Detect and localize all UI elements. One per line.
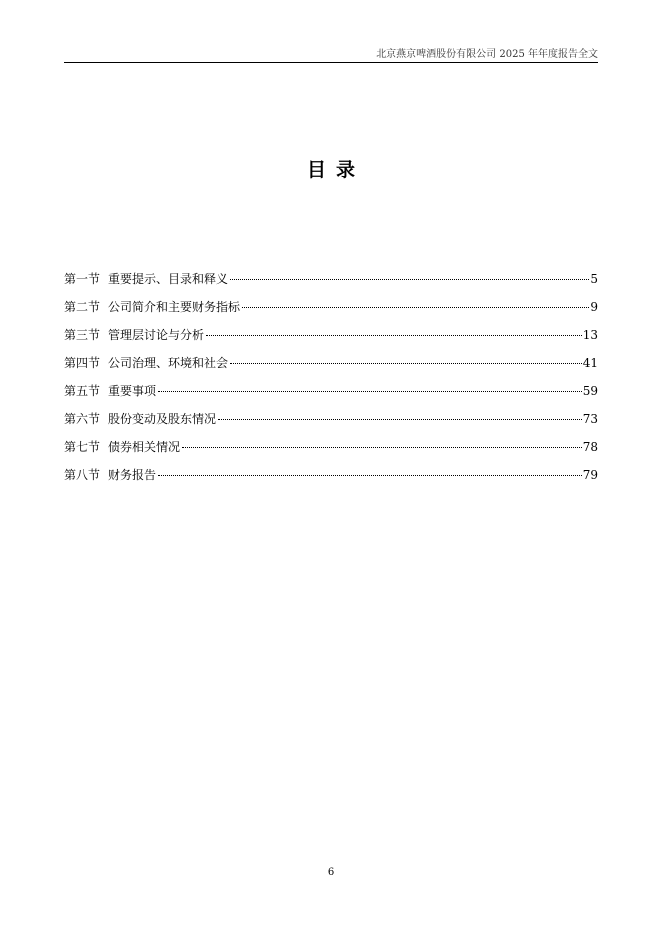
- toc-page-number: 41: [582, 356, 598, 370]
- dot-leader: [218, 405, 582, 420]
- header-divider: [64, 62, 598, 63]
- toc-page-number: 78: [582, 440, 598, 454]
- toc-section-number: 第六节: [64, 412, 101, 426]
- toc-entry[interactable]: [64, 324, 598, 352]
- toc-heading: 管理层讨论与分析: [108, 328, 205, 342]
- toc-entry[interactable]: [64, 296, 598, 324]
- toc-heading: 债券相关情况: [108, 440, 181, 454]
- toc-section-number: 第一节: [64, 272, 101, 286]
- toc-page-number: 79: [582, 468, 598, 482]
- toc-entry[interactable]: [64, 380, 598, 408]
- toc-page-number: 73: [582, 412, 598, 426]
- toc-page-number: 5: [590, 272, 598, 286]
- toc-section-number: 第八节: [64, 468, 101, 482]
- toc-page-number: 13: [582, 328, 598, 342]
- toc-section-number: 第四节: [64, 356, 101, 370]
- dot-leader: [230, 265, 589, 280]
- page-number: 6: [327, 867, 335, 878]
- toc-section-number: 第三节: [64, 328, 101, 342]
- toc-entry[interactable]: [64, 436, 598, 464]
- toc-heading: 财务报告: [108, 468, 157, 482]
- toc-entry[interactable]: [64, 408, 598, 436]
- dot-leader: [182, 433, 582, 448]
- toc-page-number: 59: [582, 384, 598, 398]
- dot-leader: [230, 349, 582, 364]
- toc-heading: 重要提示、目录和释义: [108, 272, 229, 286]
- running-header: 北京燕京啤酒股份有限公司 2025 年年度报告全文: [376, 49, 598, 60]
- toc-section-number: 第五节: [64, 384, 101, 398]
- toc-section-number: 第二节: [64, 300, 101, 314]
- dot-leader: [158, 461, 582, 476]
- dot-leader: [158, 377, 582, 392]
- toc-heading: 股份变动及股东情况: [108, 412, 217, 426]
- toc-entry[interactable]: [64, 464, 598, 492]
- toc-title: 目录: [306, 159, 365, 181]
- dot-leader: [242, 293, 589, 308]
- toc-entry[interactable]: [64, 268, 598, 296]
- toc-heading: 公司简介和主要财务指标: [108, 300, 241, 314]
- toc-heading: 公司治理、环境和社会: [108, 356, 229, 370]
- dot-leader: [206, 321, 582, 336]
- toc-heading: 重要事项: [108, 384, 157, 398]
- toc-page-number: 9: [590, 300, 598, 314]
- toc-entry[interactable]: [64, 352, 598, 380]
- table-of-contents: [64, 268, 598, 492]
- toc-section-number: 第七节: [64, 440, 101, 454]
